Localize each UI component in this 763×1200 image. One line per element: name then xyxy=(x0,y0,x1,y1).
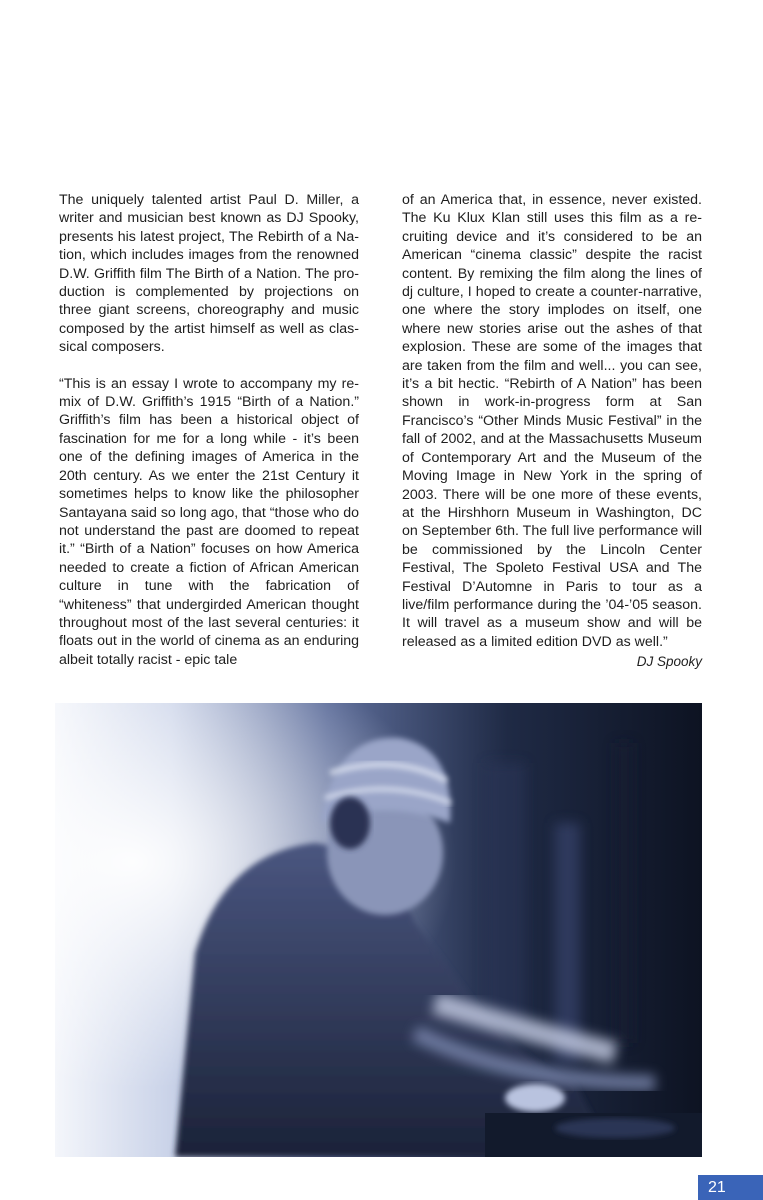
text-column-left xyxy=(59,191,359,669)
text-column-right xyxy=(402,191,702,672)
dj-performance-photo xyxy=(55,703,702,1157)
essay-continuation-paragraph: of an America that, in essence, never existed. The Ku Klux Klan still uses this film as a recruiting device and it’s considered to be an American “cinema classic” despite the racist content. By remixing the film along the lines of dj culture, I hoped to create a counter-narrative, one where the story implodes on itself, one where new stories arise out the ashes of that explosion. These are some of the images that are taken from the film and well... you can see, it’s a bit hectic. “Rebirth of A Nation” has been shown in work-in-progress form at San Francisco’s “Other Minds Music Festival” in the fall of 2002, and at the Massachusetts Museum of Contemporary Art and the Museum of the Moving Image in New York in the spring of 2003. There will be one more of these events, at the Hirshhorn Museum in Washington, DC on September 6th. The full live performance will be commissioned by the Lincoln Center Festival, The Spoleto Festival USA and The Festival D’Automne in Paris to tour as a live/film performance during the ’04-’05 season. It will travel as a museum show and will be released as a limited edition DVD as well.” xyxy=(402,192,702,650)
intro-paragraph: The uniquely talented artist Paul D. Miller, a writer and musician best known as DJ Spooky, presents his latest project, The Rebirth of a Nation, which includes images from the renowned D.W. Griffith film The Birth of a Nation. The production is complemented by projections on three giant screens, choreography and music composed by the artist himself as well as classical composers. xyxy=(59,192,359,356)
photo-illustration xyxy=(55,703,702,1157)
signature: DJ Spooky xyxy=(636,654,702,670)
page-number: 21 xyxy=(698,1175,763,1200)
essay-paragraph: “This is an essay I wrote to accompany my remix of D.W. Griffith’s 1915 “Birth of a Nation.” Griffith’s film has been a historical object of fascination for me for a long while - it’s been one of the defining images of America in the 20th century. As we enter the 21st Century it sometimes helps to know like the philosopher Santayana said so long ago, that “those who do not understand the past are doomed to repeat it.” “Birth of a Nation” focuses on how America needed to create a fiction of African American culture in tune with the fabrication of “whiteness” that undergirded American thought throughout most of the last several centuries: it floats out in the world of cinema as an enduring albeit totally racist - epic tale xyxy=(59,375,359,668)
